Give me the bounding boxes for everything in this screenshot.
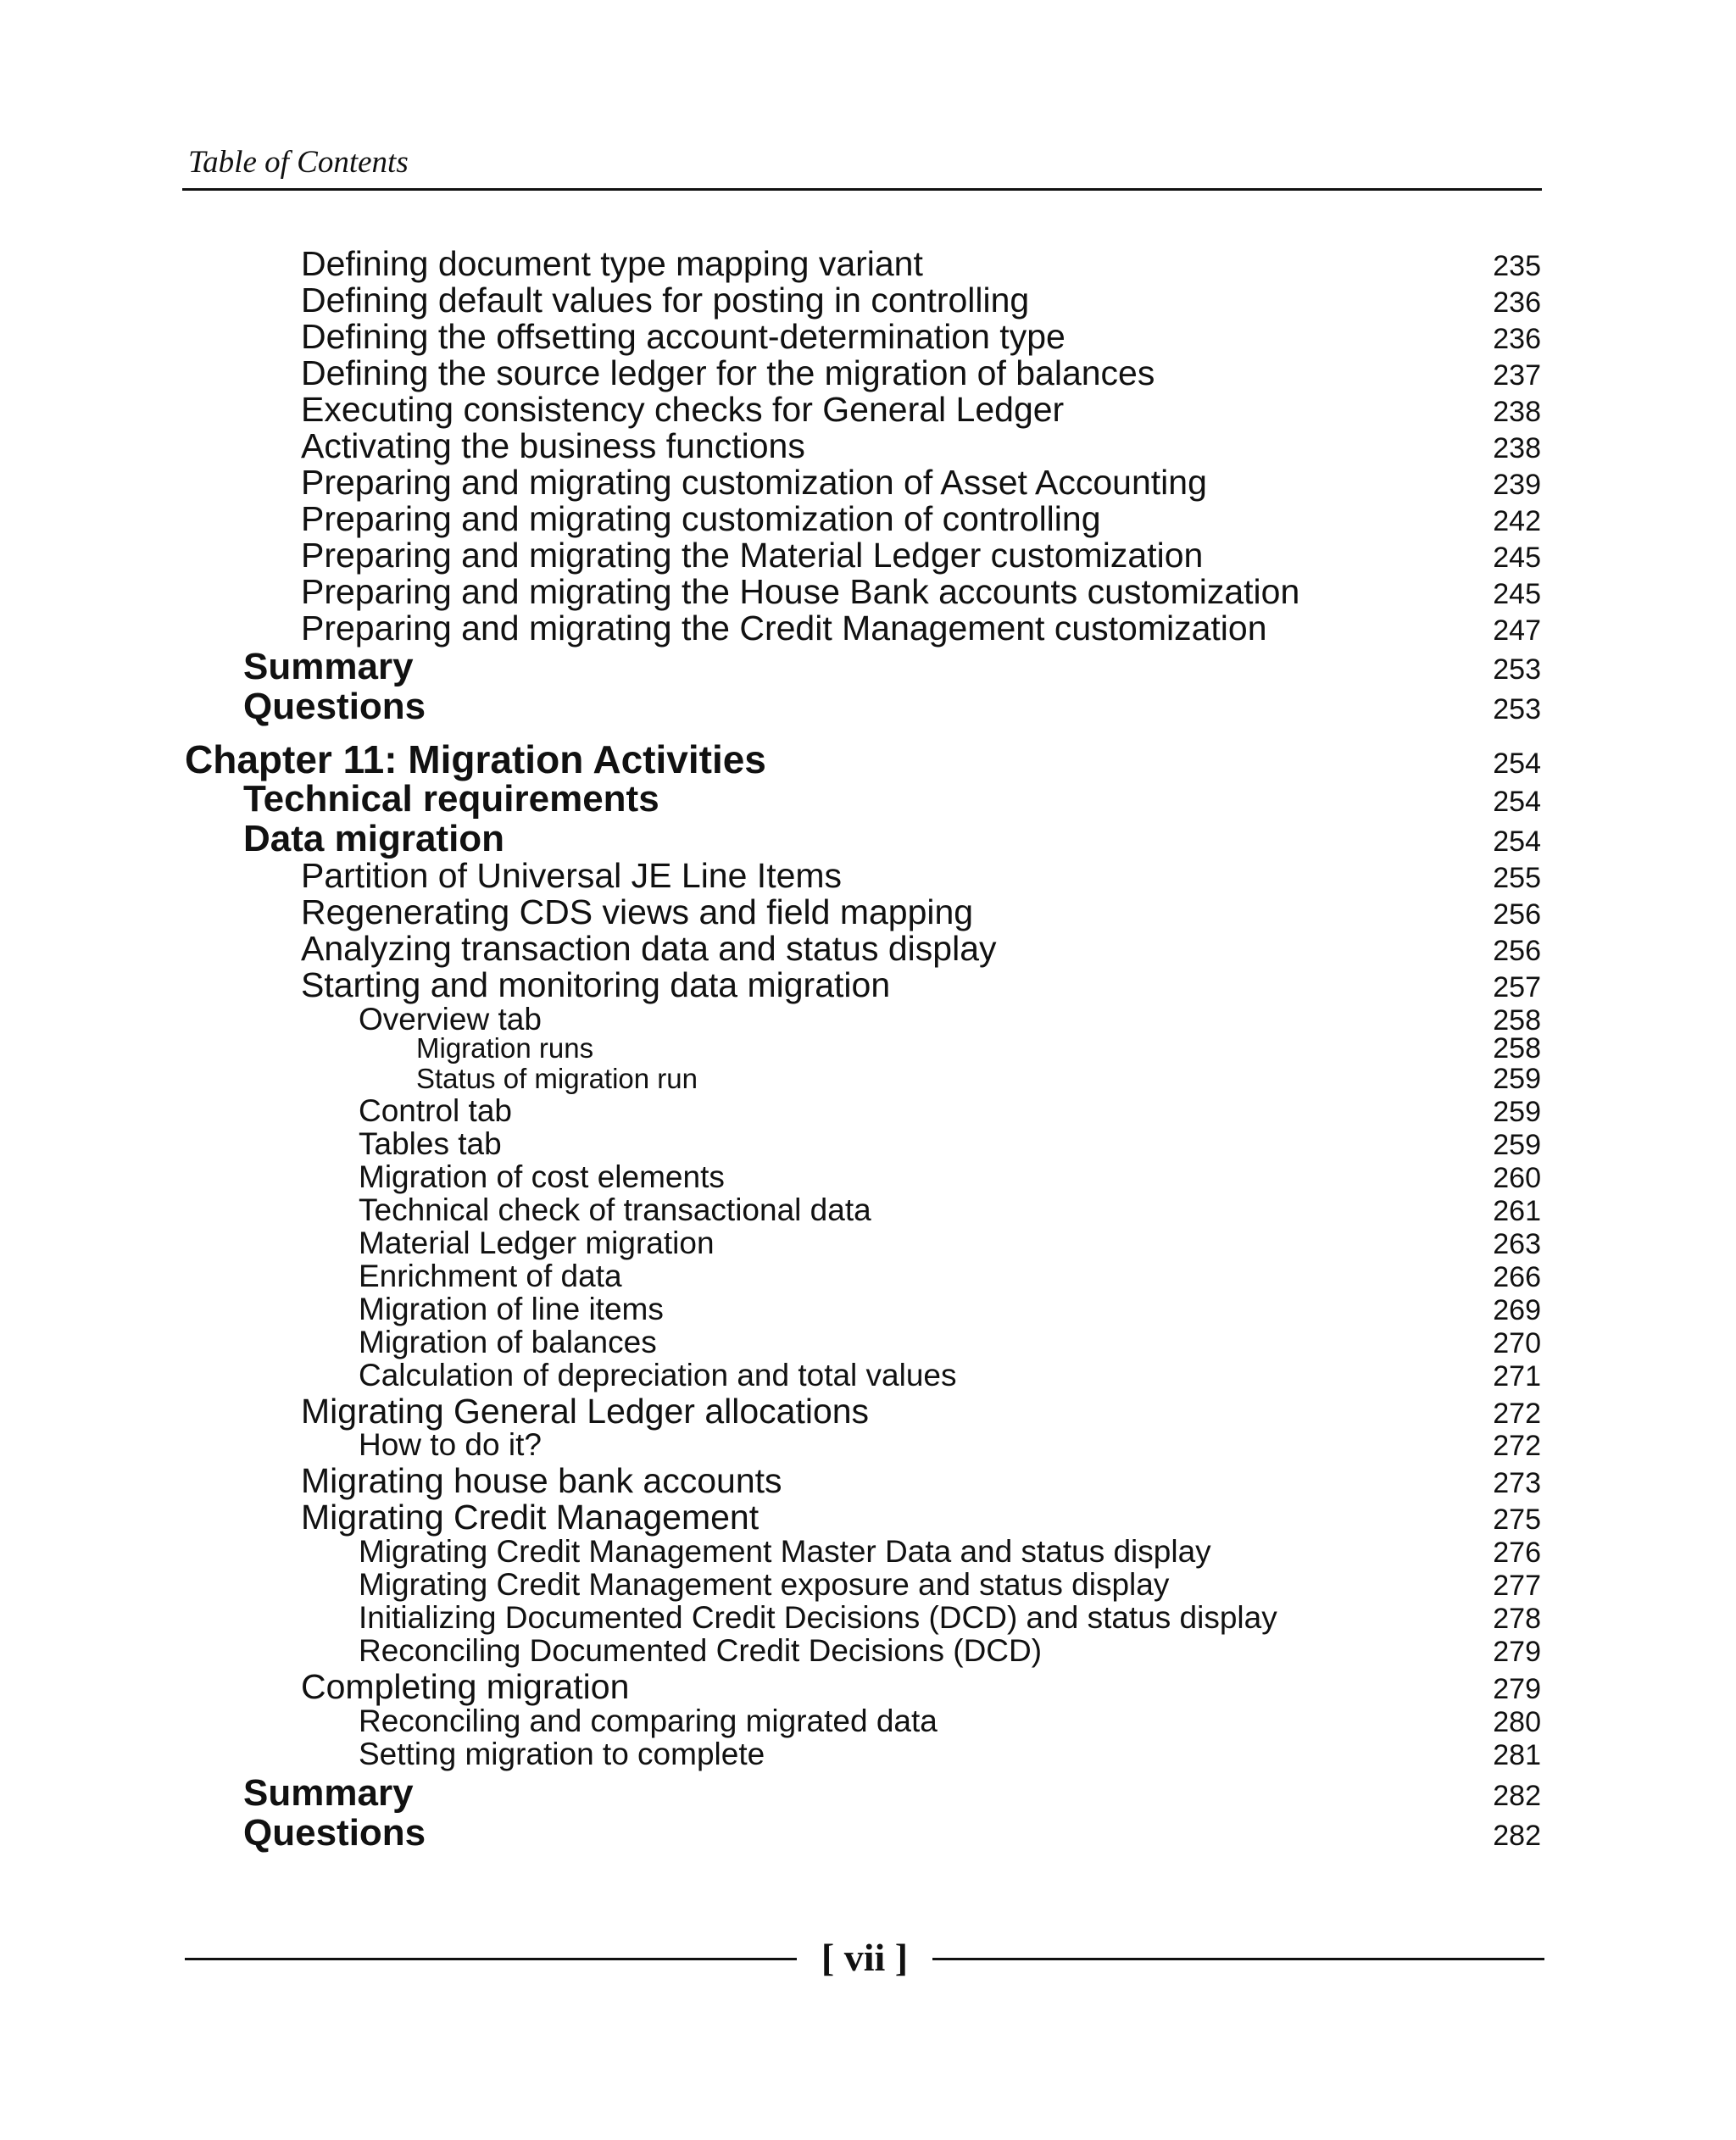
page-footer (185, 1932, 1544, 1983)
toc-entry-title: Calculation of depreciation and total values (359, 1358, 957, 1392)
toc-entry-page: 281 (1493, 1739, 1541, 1771)
toc-entry[interactable] (301, 1667, 1541, 1709)
toc-entry[interactable] (359, 1359, 1541, 1393)
toc-entry-title: Migrating house bank accounts (301, 1461, 782, 1500)
toc-entry-title: Preparing and migrating customization of controlling (301, 499, 1101, 538)
toc-entry[interactable] (359, 1127, 1541, 1162)
toc-entry-page: 259 (1493, 1096, 1541, 1128)
toc-entry[interactable] (301, 609, 1541, 650)
toc-entry-page: 272 (1493, 1398, 1541, 1430)
page-number: [ vii ] (821, 1936, 909, 1979)
toc-entry[interactable] (301, 572, 1541, 614)
toc-entry-title: Migration of cost elements (359, 1159, 725, 1194)
toc-entry-title: Defining the source ledger for the migration of balances (301, 353, 1155, 392)
toc-entry-page: 279 (1493, 1673, 1541, 1705)
toc-entry-title: Preparing and migrating the House Bank accounts customization (301, 572, 1300, 611)
toc-entry-title: Overview tab (359, 1002, 542, 1037)
toc-entry-page: 271 (1493, 1360, 1541, 1392)
toc-entry-title: Defining document type mapping variant (301, 244, 923, 283)
toc-entry-page: 278 (1493, 1603, 1541, 1635)
toc-entry-page: 276 (1493, 1537, 1541, 1569)
toc-entry-page: 256 (1493, 935, 1541, 967)
toc-entry[interactable] (301, 244, 1541, 286)
toc-entry[interactable] (301, 281, 1541, 322)
toc-entry-title: Migration of line items (359, 1292, 664, 1326)
toc-entry-page: 256 (1493, 898, 1541, 931)
toc-entry-page: 245 (1493, 578, 1541, 610)
toc-entry-page: 258 (1493, 1032, 1541, 1064)
toc-entry[interactable] (359, 1160, 1541, 1195)
toc-entry[interactable] (301, 499, 1541, 541)
toc-entry-title: Technical requirements (243, 778, 659, 820)
toc-entry-page: 255 (1493, 862, 1541, 894)
toc-entry-page: 247 (1493, 614, 1541, 647)
toc-entry[interactable] (301, 463, 1541, 504)
toc-entry-page: 236 (1493, 286, 1541, 319)
toc-entry-page: 236 (1493, 323, 1541, 355)
toc-entry-page: 245 (1493, 542, 1541, 574)
toc-entry-page: 273 (1493, 1467, 1541, 1499)
toc-entry[interactable] (243, 1812, 1541, 1857)
toc-entry-title: How to do it? (359, 1427, 542, 1462)
toc-entry[interactable] (243, 1772, 1541, 1817)
toc-entry[interactable] (301, 317, 1541, 359)
toc-entry-title: Migrating Credit Management Master Data and status display (359, 1534, 1211, 1569)
toc-entry-page: 266 (1493, 1261, 1541, 1293)
toc-entry[interactable] (359, 1601, 1541, 1636)
toc-entry-title: Initializing Documented Credit Decisions (DCD) and status display (359, 1600, 1277, 1635)
toc-entry[interactable] (359, 1737, 1541, 1772)
toc-entry-title: Status of migration run (416, 1063, 698, 1094)
toc-entry-page: 238 (1493, 396, 1541, 428)
toc-entry-title: Questions (243, 1812, 426, 1854)
toc-entry[interactable] (301, 856, 1541, 898)
footer-rule-left (185, 1958, 797, 1960)
toc-entry[interactable] (243, 686, 1541, 731)
toc-entry-title: Summary (243, 1772, 414, 1814)
toc-entry-page: 272 (1493, 1430, 1541, 1462)
toc-entry-page: 280 (1493, 1706, 1541, 1738)
toc-entry-title: Preparing and migrating the Credit Management customization (301, 609, 1267, 648)
toc-entry-page: 253 (1493, 653, 1541, 686)
toc-entry-title: Analyzing transaction data and status display (301, 929, 997, 968)
toc-entry-title: Questions (243, 686, 426, 727)
toc-entry-page: 237 (1493, 359, 1541, 392)
toc-entry-title: Migrating Credit Management (301, 1498, 760, 1537)
toc-entry[interactable] (243, 646, 1541, 691)
toc-entry[interactable] (301, 892, 1541, 934)
toc-entry-title: Starting and monitoring data migration (301, 965, 891, 1004)
toc-entry-page: 282 (1493, 1780, 1541, 1812)
toc-entry[interactable] (301, 1461, 1541, 1503)
toc-entry[interactable] (359, 1535, 1541, 1570)
toc-entry-page: 257 (1493, 971, 1541, 1003)
toc-entry-page: 254 (1493, 825, 1541, 858)
toc-entry-page: 238 (1493, 432, 1541, 464)
running-head: Table of Contents (188, 145, 409, 180)
toc-entry[interactable] (416, 1033, 1541, 1064)
toc-entry[interactable] (359, 1259, 1541, 1294)
toc-entry-title: Defining default values for posting in controlling (301, 281, 1030, 320)
toc-entry[interactable] (359, 1428, 1541, 1463)
toc-entry-title: Data migration (243, 818, 505, 859)
toc-entry-title: Partition of Universal JE Line Items (301, 856, 843, 895)
toc-entry[interactable] (359, 1568, 1541, 1603)
toc-entry-title: Activating the business functions (301, 426, 805, 465)
toc-entry[interactable] (301, 929, 1541, 970)
toc-entry-page: 242 (1493, 505, 1541, 537)
toc-entry-title: Migrating General Ledger allocations (301, 1392, 870, 1431)
toc-entry-page: 239 (1493, 469, 1541, 501)
toc-entry[interactable] (359, 1226, 1541, 1261)
toc-entry-page: 261 (1493, 1195, 1541, 1227)
toc-entry-title: Control tab (359, 1093, 512, 1128)
toc-entry[interactable] (301, 426, 1541, 468)
footer-rule-right (932, 1958, 1544, 1960)
toc-entry-title: Completing migration (301, 1667, 630, 1706)
toc-entry-title: Migrating Credit Management exposure and status display (359, 1567, 1170, 1602)
toc-entry-title: Defining the offsetting account-determination type (301, 317, 1066, 356)
toc-entry-page: 260 (1493, 1162, 1541, 1194)
toc-entry[interactable] (301, 390, 1541, 431)
toc-entry-title: Material Ledger migration (359, 1226, 715, 1260)
toc-entry-title: Migration of balances (359, 1325, 657, 1359)
toc-entry-title: Tables tab (359, 1126, 502, 1161)
toc-entry-title: Regenerating CDS views and field mapping (301, 892, 974, 931)
toc-entry-page: 270 (1493, 1327, 1541, 1359)
toc-entry-title: Reconciling Documented Credit Decisions (DCD) (359, 1633, 1043, 1668)
toc-entry-page: 275 (1493, 1504, 1541, 1536)
toc-entry[interactable] (359, 1326, 1541, 1360)
toc-entry-title: Enrichment of data (359, 1259, 622, 1293)
toc-entry-page: 253 (1493, 693, 1541, 725)
toc-entry[interactable] (359, 1634, 1541, 1669)
toc-entry-page: 259 (1493, 1129, 1541, 1161)
toc-entry-title: Preparing and migrating customization of Asset Accounting (301, 463, 1207, 502)
toc-entry[interactable] (416, 1064, 1541, 1094)
toc-entry[interactable] (359, 1193, 1541, 1228)
toc-entry-page: 254 (1493, 748, 1541, 780)
toc-entry-page: 269 (1493, 1294, 1541, 1326)
toc-entry-page: 263 (1493, 1228, 1541, 1260)
toc-entry-page: 259 (1493, 1063, 1541, 1095)
toc-entry-title: Setting migration to complete (359, 1737, 765, 1771)
toc-entry[interactable] (301, 536, 1541, 577)
toc-entry[interactable] (301, 353, 1541, 395)
toc-entry-page: 254 (1493, 786, 1541, 818)
toc-entry-title: Chapter 11: Migration Activities (185, 737, 766, 781)
toc-entry[interactable] (359, 1094, 1541, 1129)
toc-entry[interactable] (243, 778, 1541, 823)
toc-entry-title: Migration runs (416, 1032, 594, 1064)
toc-entry[interactable] (359, 1292, 1541, 1327)
toc-entry-page: 235 (1493, 250, 1541, 282)
toc-entry-page: 277 (1493, 1570, 1541, 1602)
toc-entry[interactable] (359, 1704, 1541, 1739)
toc-entry-title: Summary (243, 646, 414, 687)
toc-entry[interactable] (301, 1498, 1541, 1539)
toc-entry-page: 279 (1493, 1636, 1541, 1668)
toc-entry-title: Preparing and migrating the Material Ledger customization (301, 536, 1204, 575)
toc-entry-page: 258 (1493, 1004, 1541, 1037)
toc-entry-title: Executing consistency checks for General Ledger (301, 390, 1065, 429)
toc-entry-title: Reconciling and comparing migrated data (359, 1704, 938, 1738)
toc-entry-title: Technical check of transactional data (359, 1192, 871, 1227)
toc-entry-page: 282 (1493, 1820, 1541, 1852)
toc-entry[interactable] (301, 965, 1541, 1007)
